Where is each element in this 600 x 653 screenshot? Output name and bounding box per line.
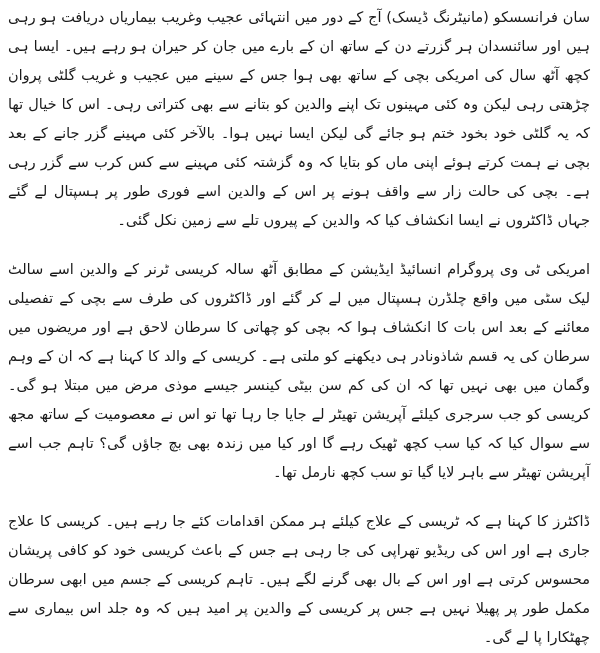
article-paragraph: امریکی ٹی وی پروگرام انسائیڈ ایڈیشن کے مطابق آٹھ سالہ کریسی ٹرنر کے والدین اسے سالٹ لیک سٹی میں واقع چلڈرن ہسپتال میں لے کر گئے اور ڈاکٹروں کی طرف سے بچی کے تفصیلی معائنے کے بعد اس بات کا انکشاف ہوا کہ بچی کو چھاتی کا سرطان لاحق ہے اور مریضوں میں سرطان کی یہ قسم شاذونادر ہی دیکھنے کو ملتی ہے۔ کریسی کے والد کا کہنا ہے کہ ان کے وہم وگمان میں بھی نہیں تھا کہ ان کی کم سن بیٹی کینسر جیسے موذی مرض میں مبتلا ہو گی۔ کریسی کو جب سرجری کیلئے آپریشن تھیٹر لے جایا جا رہا تھا تو اس نے معصومیت کے ساتھ مجھ سے سوال کیا کہ کیا سب کچھ ٹھیک رہے گا اور کیا میں زندہ بھی بچ جاؤں گی؟ تاہم جب اسے آپریشن تھیٹر سے باہر لایا گیا تو سب کچھ نارمل تھا۔ xyxy=(8,262,590,481)
article-body xyxy=(8,4,590,653)
article-paragraph: ڈاکٹرز کا کہنا ہے کہ ٹریسی کے علاج کیلئے ہر ممکن اقدامات کئے جا رہے ہیں۔ کریسی کا علاج جاری ہے اور اس کی ریڈیو تھراپی کی جا رہی ہے جس کے باعث کریسی خود کو کافی پریشان محسوس کرتی ہے اور اس کے بال بھی گرنے لگے ہیں۔ تاہم کریسی کے جسم میں ابھی سرطان مکمل طور پر پھیلا نہیں ہے جس پر کریسی کے والدین پر امید ہیں کہ وہ جلد اس بیماری سے چھٹکارا پا لے گی۔ xyxy=(8,514,590,646)
article-paragraph: سان فرانسسکو (مانیٹرنگ ڈیسک) آج کے دور میں انتہائی عجیب وغریب بیماریاں دریافت ہو رہی ہیں اور سائنسدان ہر گزرتے دن کے ساتھ ان کے بارے میں جان کر حیران ہو رہے ہیں۔ ایسا ہی کچھ آٹھ سال کی امریکی بچی کے ساتھ بھی ہوا جس کے سینے میں عجیب و غریب گلٹی پروان چڑھتی رہی لیکن وہ کئی مہینوں تک اپنے والدین کو بتانے سے بھی کتراتی رہی۔ اس کا خیال تھا کہ یہ گلٹی خود بخود ختم ہو جائے گی لیکن ایسا نہیں ہوا۔ بالآخر کئی مہینے گزر جانے کے بعد بچی نے ہمت کرتے ہوئے اپنی ماں کو بتایا کہ وہ گزشتہ کئی مہینے سے کس کرب سے گزر رہی ہے۔ بچی کی حالت زار سے واقف ہونے پر اس کے والدین اسے فوری طور پر ہسپتال لے گئے جہاں ڈاکٹروں نے ایسا انکشاف کیا کہ والدین کے پیروں تلے سے زمین نکل گئی۔ xyxy=(8,10,590,229)
